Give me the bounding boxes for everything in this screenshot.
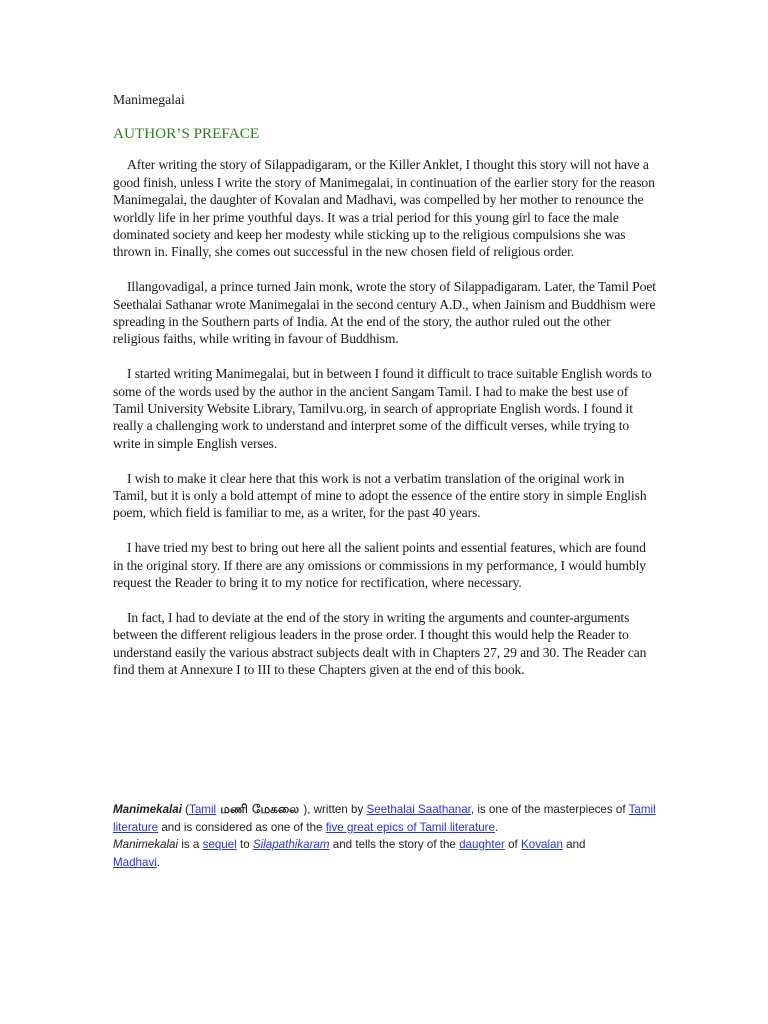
wiki-text: is a	[178, 838, 203, 851]
wiki-text: and tells the story of the	[329, 838, 460, 851]
wiki-text: and is considered as one of the	[158, 820, 326, 834]
link-kovalan[interactable]: Kovalan	[521, 838, 563, 851]
link-tamil-literature[interactable]: Tamil literature	[113, 803, 656, 834]
link-tamil[interactable]: Tamil	[189, 803, 217, 816]
document-title: Manimegalai	[113, 92, 185, 107]
wiki-excerpt	[113, 801, 661, 871]
wiki-text: .	[494, 820, 499, 834]
link-madhavi[interactable]: Madhavi	[113, 855, 157, 869]
wiki-text: , is one of the masterpieces of	[470, 803, 629, 816]
wiki-text: and	[562, 838, 586, 851]
wiki-text: to	[236, 838, 253, 851]
paragraph-2: Illangovadigal, a prince turned Jain monk, wrote the story of Silappadigaram. Later, the Tamil Poet Seethalai Sathanar wrote Manimegalai in the second century A.D., when Jainism and Buddhism were spreading in the Southern parts of India. At the end of the story, the author ruled out the other religious faiths, while writing in favour of Buddhism.	[113, 279, 656, 347]
wiki-text: of	[504, 838, 522, 851]
link-daughter[interactable]: daughter	[459, 838, 505, 851]
preface-heading: AUTHOR’S PREFACE	[113, 125, 260, 143]
preface-document	[113, 91, 658, 696]
wiki-text: ), written by	[303, 803, 367, 816]
paragraph-3: I started writing Manimegalai, but in between I found it difficult to trace suitable English words to some of the words used by the author in the ancient Sangam Tamil. I had to make the best use of Tamil University Website Library, Tamilvu.org, in search of appropriate English words. I found it really a challenging work to understand and interpret some of the difficult verses, while trying to write in simple English verses.	[113, 366, 652, 451]
wiki-text: .	[156, 855, 161, 869]
link-silapathikaram[interactable]: Silapathikaram	[252, 838, 330, 851]
paragraph-1: After writing the story of Silappadigaram, or the Killer Anklet, I thought this story will not have a good finish, unless I write the story of Manimegalai, in continuation of the earlier story for the reason Manimegalai, the daughter of Kovalan and Madhavi, was compelled by her mother to renounce the worldly life in her prime youthful days. It was a trial period for this young girl to face the male dominated society and keep her modesty while sticking up to the religious compulsions she was thrown in. Finally, she comes out successful in the new chosen field of religious order.	[113, 157, 655, 260]
link-five-great-epics[interactable]: five great epics of Tamil literature	[325, 820, 495, 834]
link-sequel[interactable]: sequel	[202, 838, 237, 851]
paragraph-4: I wish to make it clear here that this work is not a verbatim translation of the original work in Tamil, but it is only a bold attempt of mine to adopt the essence of the entire story in simple English poem, which field is familiar to me, as a writer, for the past 40 years.	[113, 470, 647, 521]
paragraph-6: In fact, I had to deviate at the end of the story in writing the arguments and counter-arguments between the different religious leaders in the prose order. I thought this would help the Reader to understand easily the various abstract subjects dealt with in Chapters 27, 29 and 30. The Reader can find them at Annexure I to III to these Chapters given at the end of this book.	[113, 609, 647, 678]
wiki-text: (	[181, 803, 190, 816]
wiki-title-word: Manimekalai	[113, 803, 182, 816]
link-author[interactable]: Seethalai Saathanar	[366, 803, 471, 816]
wiki-italic-title: Manimekalai	[113, 838, 179, 851]
tamil-script-text: மணி மேகலை	[216, 802, 304, 816]
paragraph-5: I have tried my best to bring out here all the salient points and essential features, which are found in the original story. If there are any omissions or commissions in my performance, I would humbly request the Reader to bring it to my notice for rectification, where necessary.	[113, 540, 646, 591]
